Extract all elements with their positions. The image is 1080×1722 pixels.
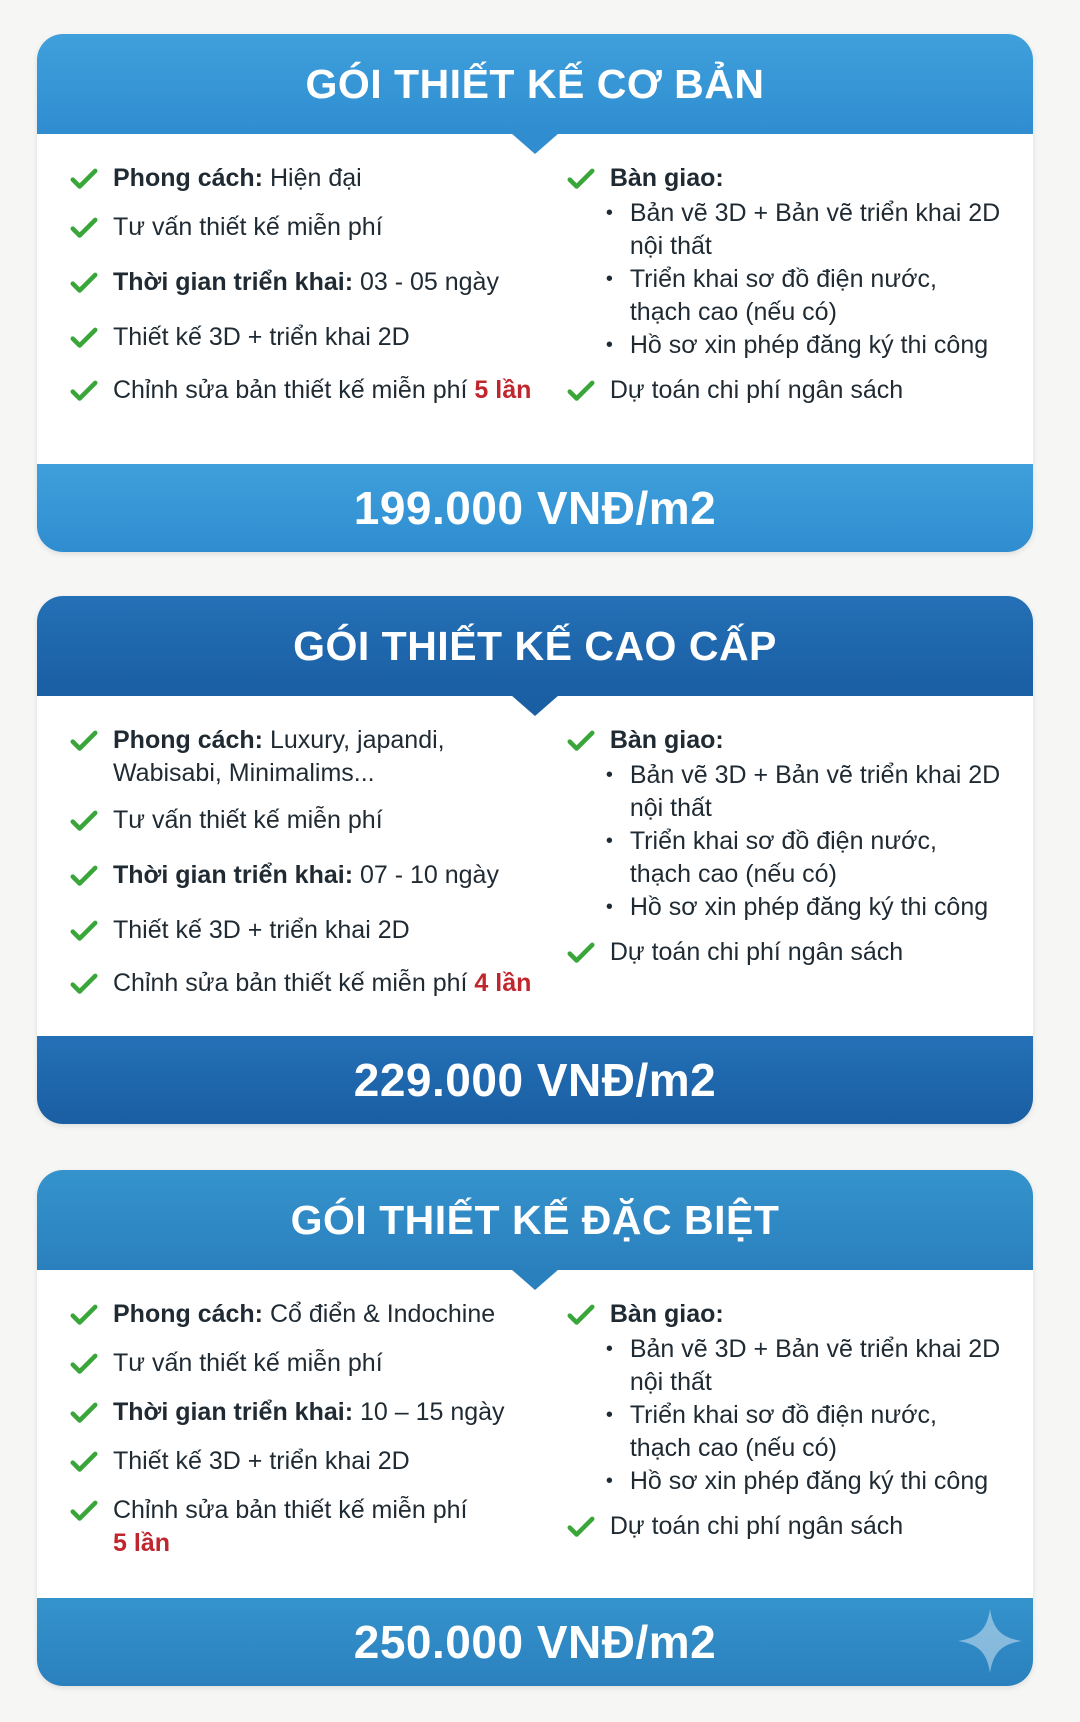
price-value: 199.000 VNĐ/m2 <box>353 482 717 534</box>
feature-consult <box>69 804 556 837</box>
sparkle-icon <box>955 1606 1025 1676</box>
time-label: Thời gian triển khai: <box>113 268 354 296</box>
style-value: Cổ điển & Indochine <box>269 1300 496 1328</box>
features-column <box>69 724 556 1000</box>
package-title-bar <box>37 596 1033 696</box>
check-icon <box>69 1496 99 1526</box>
handover-item: • Bản vẽ 3D + Bản vẽ triển khai 2D nội thất <box>606 197 1003 263</box>
feature-style <box>69 1298 556 1331</box>
features-column <box>69 162 556 407</box>
price-bar <box>37 464 1033 552</box>
handover-column <box>566 1298 1003 1560</box>
time-value: 03 - 05 ngày <box>359 268 499 296</box>
handover-label: Bàn giao: <box>609 726 724 754</box>
package-card-basic <box>37 34 1033 552</box>
handover-column <box>566 724 1003 1000</box>
feature-budget <box>566 374 1003 407</box>
handover-item: • Hồ sơ xin phép đăng ký thi công <box>606 329 1003 362</box>
package-title: GÓI THIẾT KẾ CAO CẤP <box>293 622 777 669</box>
price-value: 250.000 VNĐ/m2 <box>353 1616 717 1668</box>
check-icon <box>69 376 99 406</box>
price-bar <box>37 1598 1033 1686</box>
budget-text: Dự toán chi phí ngân sách <box>609 1512 904 1540</box>
check-icon <box>566 1300 596 1330</box>
package-title-bar <box>37 1170 1033 1270</box>
check-icon <box>69 969 99 999</box>
revisions-count: 5 lần <box>113 1529 170 1557</box>
feature-design <box>69 321 556 354</box>
revisions-count: 4 lần <box>474 969 532 997</box>
revisions-text: Chỉnh sửa bản thiết kế miễn phí <box>113 1496 468 1524</box>
handover-label: Bàn giao: <box>609 1300 724 1328</box>
package-card-premium <box>37 596 1033 1124</box>
design-text: Thiết kế 3D + triển khai 2D <box>113 916 410 944</box>
revisions-count: 5 lần <box>474 376 532 404</box>
consult-text: Tư vấn thiết kế miễn phí <box>113 213 383 241</box>
feature-revisions <box>69 967 556 1000</box>
time-value: 07 - 10 ngày <box>359 861 499 889</box>
check-icon <box>566 726 596 756</box>
consult-text: Tư vấn thiết kế miễn phí <box>113 806 383 834</box>
package-body <box>37 1270 1033 1560</box>
consult-text: Tư vấn thiết kế miễn phí <box>113 1349 383 1377</box>
handover-item: • Hồ sơ xin phép đăng ký thi công <box>606 891 1003 924</box>
check-icon <box>69 268 99 298</box>
check-icon <box>69 1447 99 1477</box>
price-value: 229.000 VNĐ/m2 <box>353 1054 717 1106</box>
feature-time <box>69 266 556 299</box>
style-label: Phong cách: <box>113 1300 264 1328</box>
check-icon <box>69 164 99 194</box>
revisions-text: Chỉnh sửa bản thiết kế miễn phí <box>113 969 468 997</box>
handover-list <box>606 197 1003 362</box>
time-label: Thời gian triển khai: <box>113 861 354 889</box>
style-label: Phong cách: <box>113 164 264 192</box>
handover-heading <box>566 1298 1003 1331</box>
time-label: Thời gian triển khai: <box>113 1398 354 1426</box>
check-icon <box>69 213 99 243</box>
feature-design <box>69 1445 556 1478</box>
feature-consult <box>69 211 556 244</box>
check-icon <box>566 1512 596 1542</box>
price-bar <box>37 1036 1033 1124</box>
feature-revisions <box>69 374 556 407</box>
budget-text: Dự toán chi phí ngân sách <box>609 938 904 966</box>
check-icon <box>566 938 596 968</box>
feature-time <box>69 1396 556 1429</box>
check-icon <box>69 1349 99 1379</box>
handover-item: • Bản vẽ 3D + Bản vẽ triển khai 2D nội thất <box>606 759 1003 825</box>
handover-label: Bàn giao: <box>609 164 724 192</box>
handover-item: • Triển khai sơ đồ điện nước, thạch cao (nếu có) <box>606 1399 1003 1465</box>
design-text: Thiết kế 3D + triển khai 2D <box>113 323 410 351</box>
check-icon <box>69 861 99 891</box>
feature-design <box>69 914 556 947</box>
check-icon <box>69 916 99 946</box>
package-title: GÓI THIẾT KẾ CƠ BẢN <box>305 60 765 107</box>
feature-consult <box>69 1347 556 1380</box>
style-label: Phong cách: <box>113 726 264 754</box>
package-title-bar <box>37 34 1033 134</box>
handover-list <box>606 759 1003 924</box>
handover-list <box>606 1333 1003 1498</box>
handover-column <box>566 162 1003 407</box>
check-icon <box>69 806 99 836</box>
check-icon <box>566 376 596 406</box>
handover-item: • Triển khai sơ đồ điện nước, thạch cao (nếu có) <box>606 263 1003 329</box>
check-icon <box>69 726 99 756</box>
handover-item: • Bản vẽ 3D + Bản vẽ triển khai 2D nội thất <box>606 1333 1003 1399</box>
handover-item: • Hồ sơ xin phép đăng ký thi công <box>606 1465 1003 1498</box>
feature-time <box>69 859 556 892</box>
handover-heading <box>566 162 1003 195</box>
feature-budget <box>566 936 1003 969</box>
style-value: Hiện đại <box>269 164 362 192</box>
package-title: GÓI THIẾT KẾ ĐẶC BIỆT <box>290 1196 780 1243</box>
package-body <box>37 696 1033 1000</box>
feature-revisions <box>69 1494 556 1560</box>
feature-budget <box>566 1510 1003 1543</box>
check-icon <box>566 164 596 194</box>
handover-item: • Triển khai sơ đồ điện nước, thạch cao (nếu có) <box>606 825 1003 891</box>
check-icon <box>69 1300 99 1330</box>
check-icon <box>69 323 99 353</box>
package-card-special <box>37 1170 1033 1686</box>
package-body <box>37 134 1033 407</box>
feature-style <box>69 724 556 790</box>
style-value: Luxury, japandi, Wabisabi, Minimalims... <box>113 726 445 787</box>
check-icon <box>69 1398 99 1428</box>
feature-style <box>69 162 556 195</box>
features-column <box>69 1298 556 1560</box>
design-text: Thiết kế 3D + triển khai 2D <box>113 1447 410 1475</box>
revisions-text: Chỉnh sửa bản thiết kế miễn phí <box>113 376 468 404</box>
time-value: 10 – 15 ngày <box>359 1398 505 1426</box>
budget-text: Dự toán chi phí ngân sách <box>609 376 904 404</box>
handover-heading <box>566 724 1003 757</box>
